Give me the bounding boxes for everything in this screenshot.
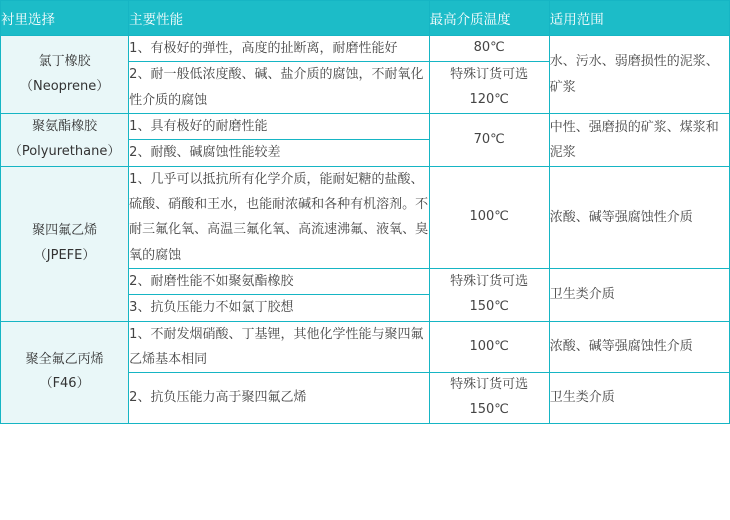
category-cell-ptfe (1, 166, 129, 321)
category-label-line2: （JPEFE） (33, 247, 96, 263)
scope-cell: 卫生类介质 (549, 373, 729, 423)
performance-cell: 1、具有极好的耐磨性能 (129, 114, 429, 140)
temperature-value: 120℃ (469, 91, 509, 107)
temperature-note: 特殊订货可选 (450, 377, 529, 393)
performance-cell: 1、几乎可以抵抗所有化学介质，能耐妃糖的盐酸、硫酸、硝酸和王水，也能耐浓碱和各种有机溶剂。不耐三氟化氧、高温三氟化氧、高流速沸氟、液氧、臭氧的腐蚀 (129, 166, 429, 268)
temperature-value: 150℃ (469, 298, 509, 314)
temperature-value: 150℃ (469, 402, 509, 418)
temperature-cell: 100℃ (429, 166, 549, 268)
category-cell-polyurethane (1, 114, 129, 167)
temperature-cell: 70℃ (429, 114, 549, 167)
category-cell-fep (1, 321, 129, 423)
category-cell-neoprene (1, 36, 129, 114)
performance-cell: 2、耐磨性能不如聚氨酯橡胶 (129, 269, 429, 295)
category-label-line1: 氯丁橡胶 (38, 53, 91, 69)
header-cell-performance: 主要性能 (129, 1, 429, 36)
temperature-cell (429, 373, 549, 423)
scope-cell: 卫生类介质 (549, 269, 729, 322)
performance-cell: 3、抗负压能力不如氯丁胶想 (129, 295, 429, 321)
category-label-line2: （Polyurethane） (8, 143, 121, 159)
temperature-cell (429, 62, 549, 114)
scope-cell: 浓酸、碱等强腐蚀性介质 (549, 321, 729, 373)
table-row (1, 321, 730, 373)
category-label-line2: （Neoprene） (19, 78, 110, 94)
scope-cell: 浓酸、碱等强腐蚀性介质 (549, 166, 729, 268)
table-row (1, 36, 730, 62)
category-label-line1: 聚四氟乙烯 (32, 223, 98, 239)
table-row (1, 166, 730, 268)
scope-cell: 中性、强磨损的矿浆、煤浆和泥浆 (549, 114, 729, 167)
header-cell-lining: 衬里选择 (1, 1, 129, 36)
table-row (1, 114, 730, 140)
performance-cell: 1、不耐发烟硝酸、丁基锂，其他化学性能与聚四氟乙烯基本相同 (129, 321, 429, 373)
temperature-note: 特殊订货可选 (450, 67, 529, 82)
temperature-cell: 80℃ (429, 36, 549, 62)
performance-cell: 2、抗负压能力高于聚四氟乙烯 (129, 373, 429, 423)
scope-cell: 水、污水、弱磨损性的泥浆、矿浆 (549, 36, 729, 114)
performance-cell: 2、耐一般低浓度酸、碱、盐介质的腐蚀，不耐氧化性介质的腐蚀 (129, 62, 429, 114)
category-label-line1: 聚氨酯橡胶 (32, 119, 98, 135)
temperature-note: 特殊订货可选 (450, 274, 529, 290)
temperature-cell: 100℃ (429, 321, 549, 373)
performance-cell: 1、有极好的弹性，高度的扯断离，耐磨性能好 (129, 36, 429, 62)
header-cell-max-temperature: 最高介质温度 (429, 1, 549, 36)
header-cell-scope: 适用范围 (549, 1, 729, 36)
category-label-line2: （F46） (39, 376, 90, 392)
category-label-line1: 聚全氟乙丙烯 (25, 351, 104, 367)
table-header-row (1, 1, 730, 36)
performance-cell: 2、耐酸、碱腐蚀性能较差 (129, 140, 429, 166)
temperature-cell (429, 269, 549, 322)
